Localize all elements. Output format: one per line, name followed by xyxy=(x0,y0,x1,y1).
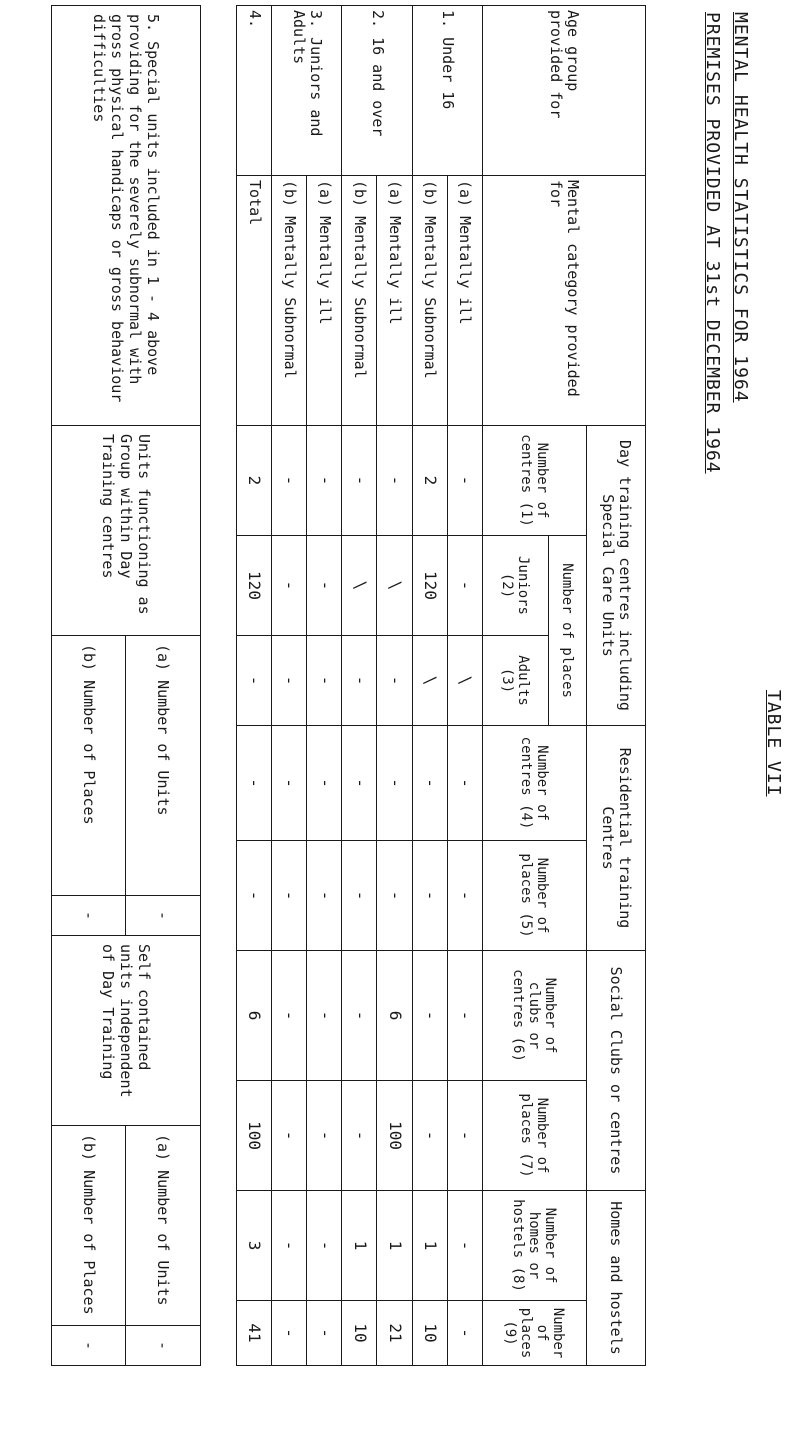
value-cell: 100 xyxy=(237,1081,272,1191)
value-cell: - xyxy=(272,726,307,841)
value-cell: - xyxy=(307,1081,342,1191)
header-age-group: Age group provided for xyxy=(482,6,645,176)
units-functioning-text: Units functioning as Group within Day Training centres xyxy=(52,426,201,636)
value-cell: 21 xyxy=(377,1301,412,1366)
value-cell: - xyxy=(272,1301,307,1366)
value-cell: - xyxy=(307,636,342,726)
value-cell: \ xyxy=(342,536,377,636)
number-of-units-label: (a) Number of Units xyxy=(126,636,201,896)
value-cell: - xyxy=(412,841,447,951)
age-cell: 3. Juniors and Adults xyxy=(272,6,342,176)
value-cell: - xyxy=(447,1191,482,1301)
table-row xyxy=(272,6,307,1366)
value-cell: - xyxy=(342,1081,377,1191)
value-cell: 10 xyxy=(342,1301,377,1366)
header-res-num-centres: Number of centres (4) xyxy=(482,726,586,841)
age-cell: 4. xyxy=(237,6,272,176)
value-cell: - xyxy=(447,841,482,951)
value-cell: - xyxy=(412,1081,447,1191)
value-cell: 6 xyxy=(377,951,412,1081)
category-cell: Total xyxy=(237,176,272,426)
value-cell: - xyxy=(342,426,377,536)
category-cell: (b) Mentally Subnormal xyxy=(412,176,447,426)
header-day-juniors: Juniors (2) xyxy=(482,536,548,636)
table-number: TABLE VII xyxy=(763,690,784,797)
value-cell: - xyxy=(447,536,482,636)
value-cell: 100 xyxy=(377,1081,412,1191)
value-cell: - xyxy=(307,1301,342,1366)
value-cell: 1 xyxy=(412,1191,447,1301)
value-cell: - xyxy=(272,636,307,726)
number-of-places-value: - xyxy=(52,896,127,936)
value-cell: - xyxy=(412,726,447,841)
value-cell: 6 xyxy=(237,951,272,1081)
value-cell: - xyxy=(342,636,377,726)
value-cell: - xyxy=(377,726,412,841)
value-cell: \ xyxy=(377,536,412,636)
table-row xyxy=(307,6,342,1366)
value-cell: 3 xyxy=(237,1191,272,1301)
value-cell: - xyxy=(272,841,307,951)
header-social-clubs: Social Clubs or centres xyxy=(586,951,645,1191)
header-residential: Residential training Centres xyxy=(586,726,645,951)
special-units-text: 5. Special units included in 1 - 4 above providing for the severely subnormal with gross physical handicaps or gross behaviour difficulties xyxy=(52,6,201,426)
value-cell: - xyxy=(377,636,412,726)
value-cell: 1 xyxy=(342,1191,377,1301)
category-cell: (b) Mentally Subnormal xyxy=(342,176,377,426)
header-day-training: Day training centres including Special Care Units xyxy=(586,426,645,726)
value-cell: 120 xyxy=(412,536,447,636)
header-soc-num-clubs: Number of clubs or centres (6) xyxy=(482,951,586,1081)
header-res-num-places: Number of places (5) xyxy=(482,841,586,951)
value-cell: 120 xyxy=(237,536,272,636)
age-cell: 1. Under 16 xyxy=(412,6,482,176)
self-contained-text: Self contained units independent of Day Training xyxy=(52,936,201,1126)
header-homes-hostels: Homes and hostels xyxy=(586,1191,645,1366)
special-units-notes xyxy=(51,5,201,1366)
number-of-places-label-2: (b) Number of Places xyxy=(52,1126,127,1326)
header-hom-num-homes: Number of homes or hostels (8) xyxy=(482,1191,586,1301)
category-cell: (a) Mentally ill xyxy=(447,176,482,426)
value-cell: - xyxy=(307,1191,342,1301)
value-cell: - xyxy=(447,1301,482,1366)
number-of-places-label: (b) Number of Places xyxy=(52,636,127,896)
header-soc-num-places: Number of places (7) xyxy=(482,1081,586,1191)
category-cell: (a) Mentally ill xyxy=(307,176,342,426)
page-subtitle: PREMISES PROVIDED AT 31st DECEMBER 1964 xyxy=(702,12,723,474)
number-of-units-value: - xyxy=(126,896,201,936)
table-row xyxy=(342,6,377,1366)
value-cell: - xyxy=(272,426,307,536)
value-cell: - xyxy=(272,951,307,1081)
header-mental-category: Mental category provided for xyxy=(482,176,645,426)
value-cell: - xyxy=(342,841,377,951)
table-row xyxy=(412,6,447,1366)
value-cell: - xyxy=(377,426,412,536)
value-cell: - xyxy=(307,536,342,636)
value-cell: 41 xyxy=(237,1301,272,1366)
value-cell: - xyxy=(377,841,412,951)
notes-row xyxy=(126,6,201,1366)
value-cell: \ xyxy=(447,636,482,726)
value-cell: - xyxy=(307,726,342,841)
value-cell: 2 xyxy=(237,426,272,536)
value-cell: 2 xyxy=(412,426,447,536)
table-row xyxy=(447,6,482,1366)
value-cell: - xyxy=(272,1191,307,1301)
header-day-adults: Adults (3) xyxy=(482,636,548,726)
category-cell: (b) Mentally Subnormal xyxy=(272,176,307,426)
page-title: MENTAL HEALTH STATISTICS FOR 1964 xyxy=(730,12,751,403)
age-cell: 2. 16 and over xyxy=(342,6,412,176)
value-cell: - xyxy=(272,1081,307,1191)
table-row xyxy=(377,6,412,1366)
value-cell: - xyxy=(307,951,342,1081)
value-cell: - xyxy=(342,726,377,841)
header-hom-num-places: Number of places (9) xyxy=(482,1301,586,1366)
value-cell: - xyxy=(307,426,342,536)
value-cell: - xyxy=(237,636,272,726)
premises-table xyxy=(236,5,646,1366)
value-cell: - xyxy=(447,426,482,536)
category-cell: (a) Mentally ill xyxy=(377,176,412,426)
value-cell: - xyxy=(342,951,377,1081)
total-row xyxy=(237,6,272,1366)
header-row-1 xyxy=(586,6,645,1366)
header-day-num-places: Number of places xyxy=(549,536,587,726)
value-cell: - xyxy=(447,1081,482,1191)
value-cell: - xyxy=(272,536,307,636)
value-cell: 1 xyxy=(377,1191,412,1301)
number-of-places-value-2: - xyxy=(52,1326,127,1366)
header-day-num-centres: Number of centres (1) xyxy=(482,426,586,536)
value-cell: - xyxy=(307,841,342,951)
value-cell: - xyxy=(237,841,272,951)
value-cell: - xyxy=(447,951,482,1081)
number-of-units-value-2: - xyxy=(126,1326,201,1366)
value-cell: - xyxy=(412,951,447,1081)
number-of-units-label-2: (a) Number of Units xyxy=(126,1126,201,1326)
value-cell: - xyxy=(447,726,482,841)
value-cell: 10 xyxy=(412,1301,447,1366)
value-cell: \ xyxy=(412,636,447,726)
value-cell: - xyxy=(237,726,272,841)
